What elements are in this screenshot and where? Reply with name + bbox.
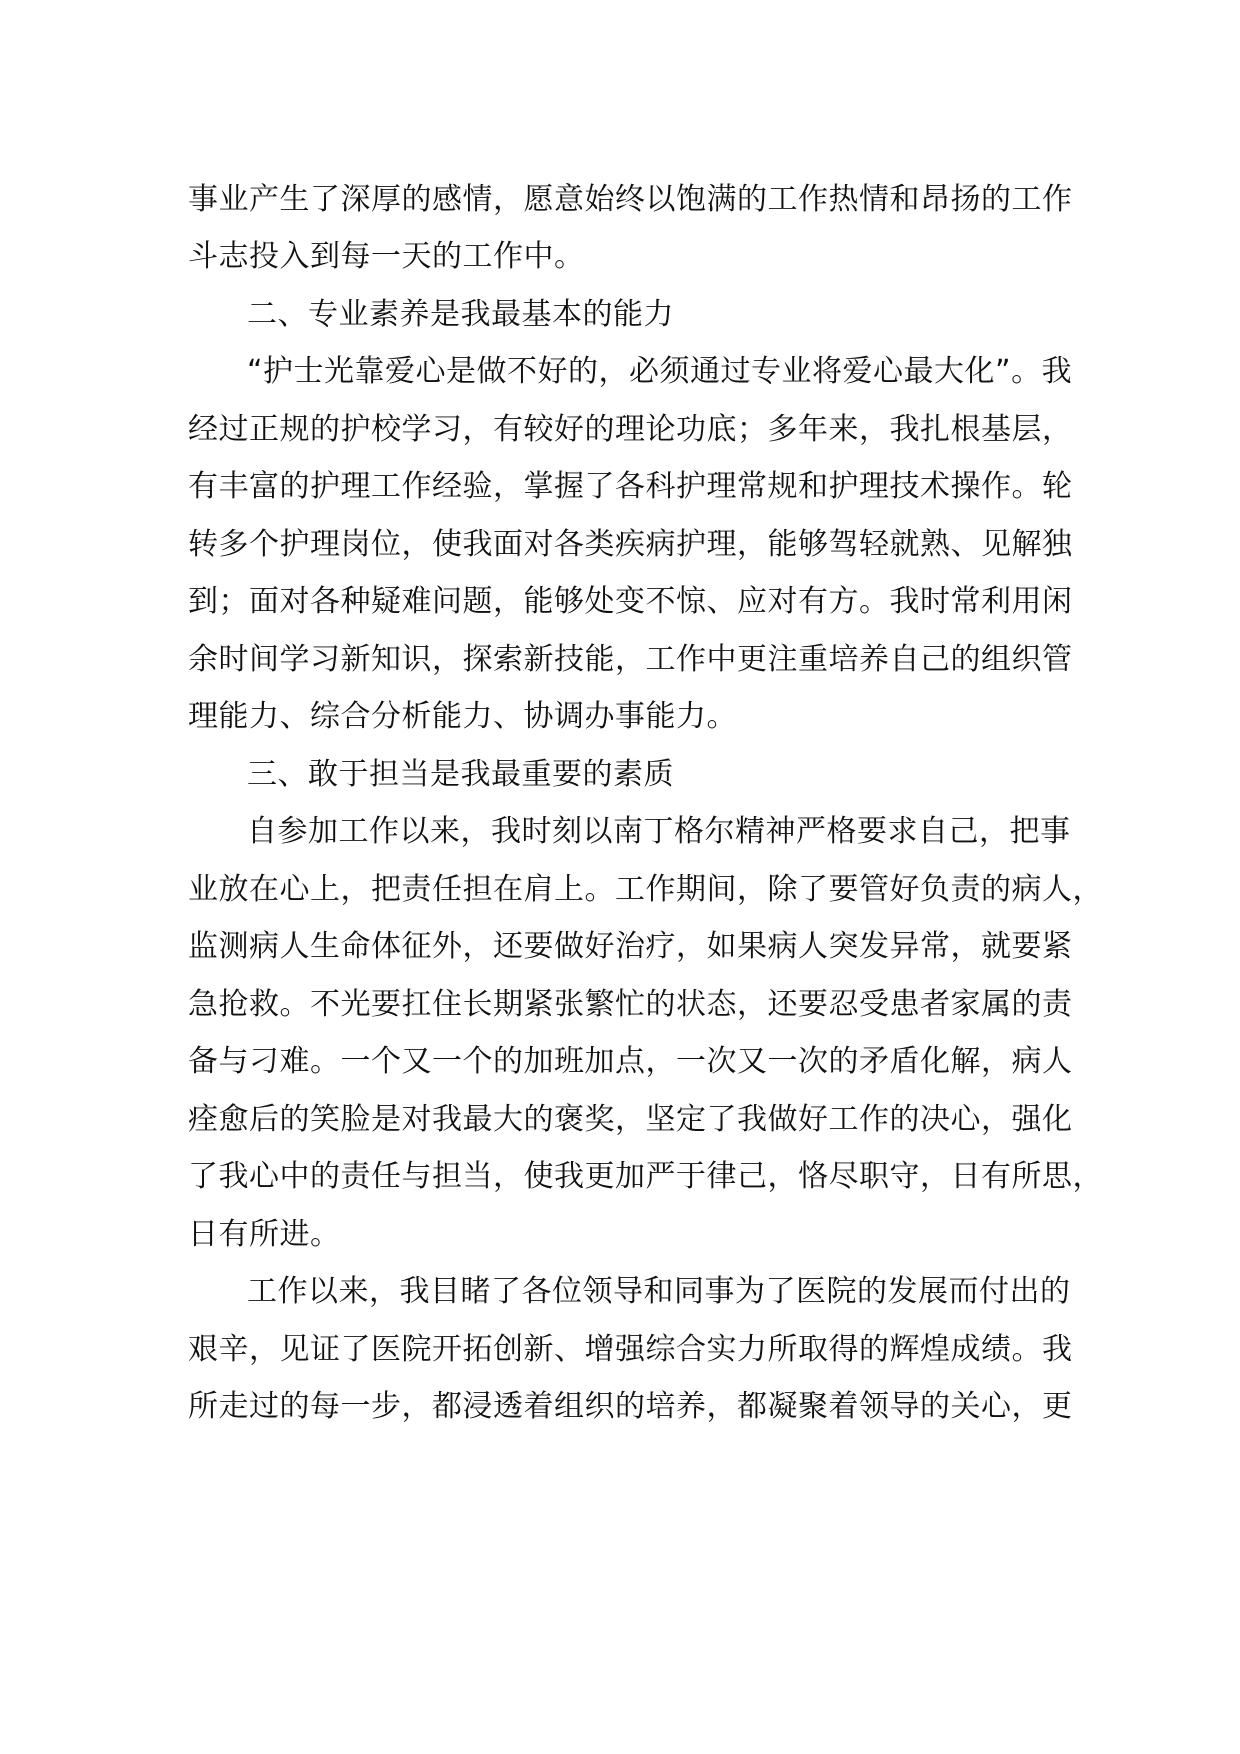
body-text-line: 自参加工作以来，我时刻以南丁格尔精神严格要求自己，把事 xyxy=(247,814,1071,849)
body-text-line: 余时间学习新知识，探索新技能，工作中更注重培养自己的组织管 xyxy=(188,642,1073,677)
body-text-line: 工作以来，我目睹了各位领导和同事为了医院的发展而付出的 xyxy=(247,1274,1071,1309)
body-text-line: 事业产生了深厚的感情，愿意始终以饱满的工作热情和昂扬的工作 xyxy=(188,182,1073,217)
body-text-line: 日有所进。 xyxy=(188,1217,341,1252)
body-text-line: 监测病人生命体征外，还要做好治疗，如果病人突发异常，就要紧 xyxy=(188,929,1073,964)
section-heading-3: 三、敢于担当是我最重要的素质 xyxy=(247,757,674,792)
body-text-line: 所走过的每一步，都浸透着组织的培养，都凝聚着领导的关心，更 xyxy=(188,1389,1073,1424)
body-text-line: “护士光靠爱心是做不好的，必须通过专业将爱心最大化”。我 xyxy=(247,354,1073,389)
body-text-line: 了我心中的责任与担当，使我更加严于律己，恪尽职守，日有所思， xyxy=(188,1159,1103,1194)
body-text-line: 艰辛，见证了医院开拓创新、增强综合实力所取得的辉煌成绩。我 xyxy=(188,1332,1073,1367)
body-text-line: 有丰富的护理工作经验，掌握了各科护理常规和护理技术操作。轮 xyxy=(188,469,1073,504)
body-text-line: 备与刁难。一个又一个的加班加点，一次又一次的矛盾化解，病人 xyxy=(188,1044,1073,1079)
body-text-line: 急抢救。不光要扛住长期紧张繁忙的状态，还要忍受患者家属的责 xyxy=(188,987,1073,1022)
body-text-line: 斗志投入到每一天的工作中。 xyxy=(188,239,585,274)
body-text-line: 理能力、综合分析能力、协调办事能力。 xyxy=(188,699,737,734)
body-text-line: 业放在心上，把责任担在肩上。工作期间，除了要管好负责的病人， xyxy=(188,872,1103,907)
body-text-line: 到；面对各种疑难问题，能够处变不惊、应对有方。我时常利用闲 xyxy=(188,584,1073,619)
body-text-line: 经过正规的护校学习，有较好的理论功底；多年来，我扎根基层， xyxy=(188,412,1073,447)
body-text-line: 痊愈后的笑脸是对我最大的褒奖，坚定了我做好工作的决心，强化 xyxy=(188,1102,1073,1137)
section-heading-2: 二、专业素养是我最基本的能力 xyxy=(247,297,674,332)
body-text-line: 转多个护理岗位，使我面对各类疾病护理，能够驾轻就熟、见解独 xyxy=(188,527,1073,562)
